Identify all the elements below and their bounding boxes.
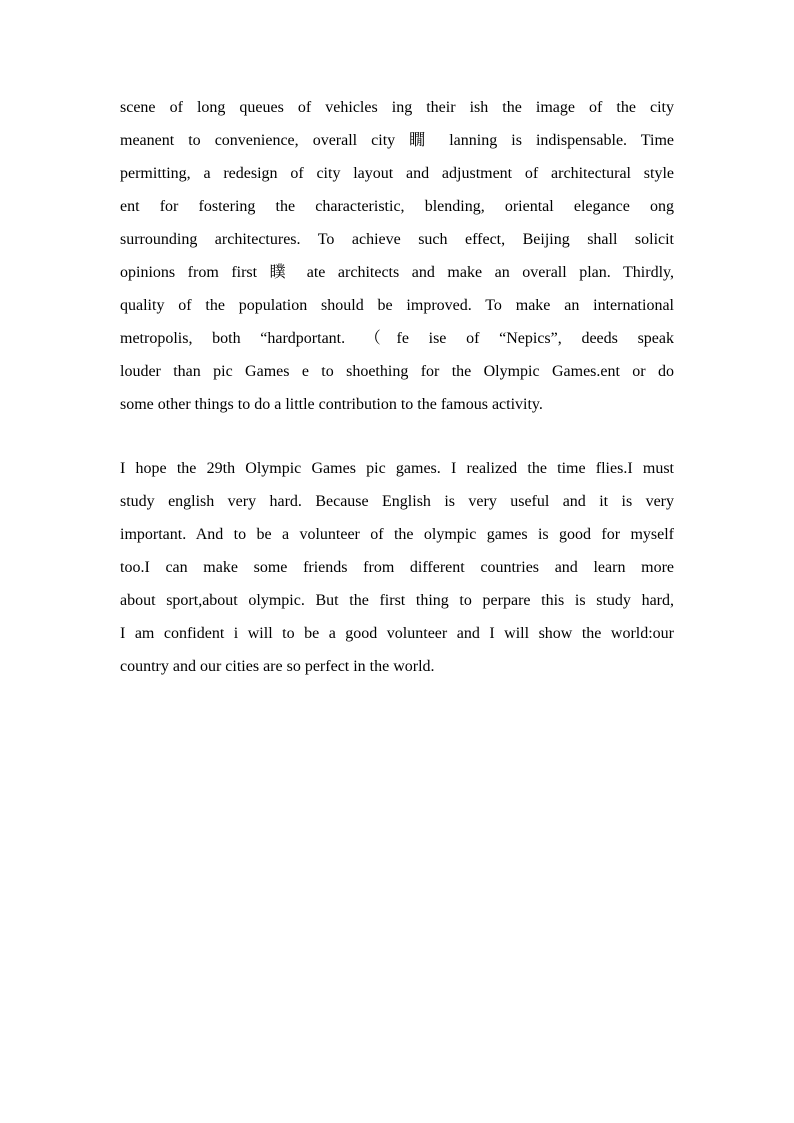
text-line: louder than pic Games e to shoething for the Olympic Games.ent or do <box>120 363 674 380</box>
text-line: study english very hard. Because English is very useful and it is very <box>120 493 674 510</box>
text-line: too.I can make some friends from different countries and learn more <box>120 559 674 576</box>
text-line: scene of long queues of vehicles ing their ish the image of the city <box>120 99 674 116</box>
text-line: surrounding architectures. To achieve such effect, Beijing shall solicit <box>120 231 674 248</box>
text-line: opinions from first 瞨 ate architects and make an overall plan. Thirdly, <box>120 264 674 281</box>
document-body <box>120 93 674 685</box>
text-line: I am confident i will to be a good volunteer and I will show the world:our <box>120 625 674 642</box>
text-line: I hope the 29th Olympic Games pic games. I realized the time flies.I must <box>120 460 674 477</box>
text-line: some other things to do a little contribution to the famous activity. <box>120 396 543 413</box>
text-line: important. And to be a volunteer of the olympic games is good for myself <box>120 526 674 543</box>
text-line: ent for fostering the characteristic, blending, oriental elegance ong <box>120 198 674 215</box>
text-line: metropolis, both “hardportant. （fe ise of “Nepics”, deeds speak <box>120 330 674 347</box>
paragraph-1 <box>120 93 674 423</box>
paragraph-2 <box>120 454 674 685</box>
text-line: meanent to convenience, overall city 瞯 lanning is indispensable. Time <box>120 132 674 149</box>
text-line: permitting, a redesign of city layout and adjustment of architectural style <box>120 165 674 182</box>
text-line: quality of the population should be improved. To make an international <box>120 297 674 314</box>
text-line: about sport,about olympic. But the first thing to perpare this is study hard, <box>120 592 674 609</box>
paragraph-spacer <box>120 423 674 454</box>
text-line: country and our cities are so perfect in the world. <box>120 658 435 675</box>
